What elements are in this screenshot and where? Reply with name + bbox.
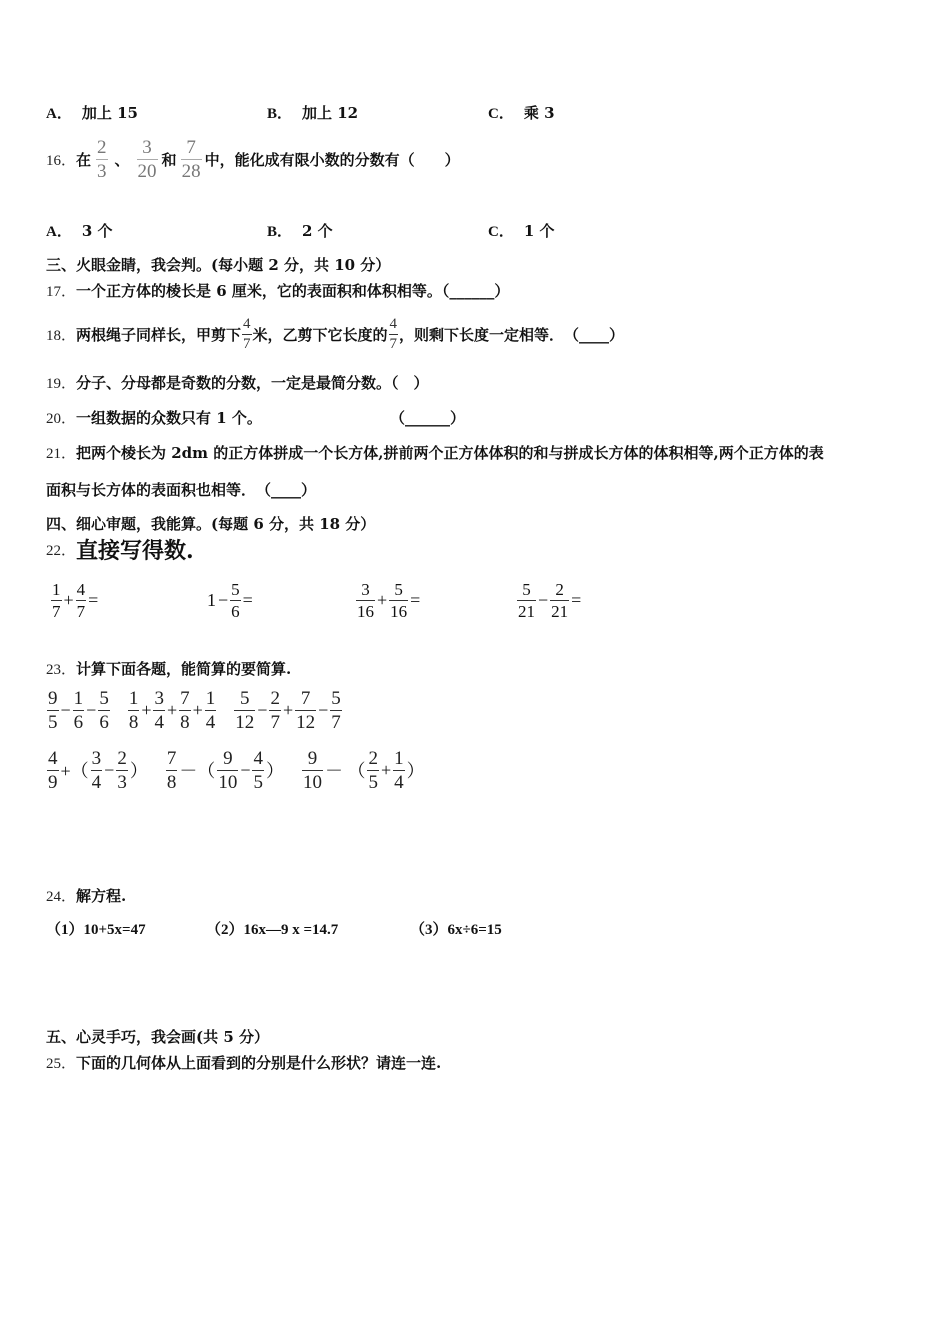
operator: + bbox=[166, 699, 178, 720]
operator: + bbox=[141, 699, 152, 720]
question-25: 25．下面的几何体从上面看到的分别是什么形状？请连一连. bbox=[46, 1054, 442, 1072]
operator: ） bbox=[265, 761, 284, 781]
fraction: $\frac{4}{9}$ bbox=[48, 747, 58, 793]
fraction: $\frac{1}{4}$ bbox=[394, 747, 404, 793]
operator: －（ bbox=[179, 761, 216, 781]
q22-expression-1: $\frac{1}{7}$ + $\frac{4}{7}$ = bbox=[52, 579, 99, 621]
fraction: $\frac{1}{6}$ bbox=[73, 687, 84, 733]
fraction: $\frac{2}{3}$ bbox=[97, 136, 107, 182]
question-21-line-2: 面积与长方体的表面积也相等． （____） bbox=[46, 481, 317, 499]
fraction: $\frac{3}{4}$ bbox=[154, 687, 164, 733]
question-19: 19．分子、分母都是奇数的分数，一定是最简分数。（ ） bbox=[46, 374, 429, 392]
fraction: $\frac{9}{5}$ bbox=[48, 687, 58, 733]
fraction: $\frac{7}{8}$ bbox=[166, 747, 177, 793]
fraction: $\frac{9}{10}$ bbox=[302, 747, 322, 793]
operator: − bbox=[60, 699, 71, 720]
fraction: $\frac{7}{28}$ bbox=[181, 136, 201, 182]
q16-option-c: C． 1 个 bbox=[488, 222, 555, 240]
operator: − bbox=[257, 699, 268, 720]
fraction: $\frac{3}{20}$ bbox=[137, 136, 157, 182]
operator: +（ bbox=[60, 761, 89, 781]
q15-option-c: C． 乘 3 bbox=[488, 104, 555, 122]
operator: + bbox=[192, 699, 203, 720]
operator: − bbox=[240, 759, 251, 780]
operator: − bbox=[104, 759, 115, 780]
q20-answer-blank: （______） bbox=[390, 409, 466, 427]
fraction: $\frac{4}{7}$ bbox=[243, 315, 251, 352]
question-22-heading: 22． 直接写得数. bbox=[46, 537, 194, 564]
fraction: $\frac{1}{8}$ bbox=[128, 687, 139, 733]
question-23-heading: 23．计算下面各题，能简算的要简算. bbox=[46, 660, 292, 678]
equation-1: （1）10+5x=47 bbox=[46, 922, 146, 938]
question-21-line-1: 21．把两个棱长为 2dm 的正方体拼成一个长方体,拼前两个正方体体积的和与拼成长方体的体积相等,两个正方体的表 bbox=[46, 444, 824, 462]
question-24-heading: 24．解方程. bbox=[46, 887, 127, 905]
fraction: $\frac{3}{4}$ bbox=[91, 747, 102, 793]
q15-option-b: B． 加上 12 bbox=[267, 104, 359, 122]
question-18: 18． 两根绳子同样长，甲剪下 $\frac{4}{7}$ 米，乙剪下它长度的 $\frac{4}{7}$ ，则剩下长度一定相等． （____） bbox=[46, 315, 625, 352]
operator: + bbox=[282, 699, 294, 720]
q23-row-2 bbox=[46, 746, 426, 794]
equation-2: （2）16x—9 x =14.7 bbox=[206, 922, 339, 938]
operator: ） bbox=[129, 761, 148, 781]
q22-expression-3: $\frac{3}{16}$ + $\frac{5}{16}$ = bbox=[357, 579, 421, 621]
q15-option-a: A． 加上 15 bbox=[46, 104, 138, 122]
question-20: 20．一组数据的众数只有 1 个。 bbox=[46, 409, 262, 427]
operator: − bbox=[318, 699, 329, 720]
section-4-title: 四、细心审题，我能算。(每题 6 分，共 18 分） bbox=[46, 515, 376, 533]
section-3-title: 三、火眼金睛，我会判。(每小题 2 分，共 10 分） bbox=[46, 256, 391, 274]
fraction: $\frac{7}{8}$ bbox=[180, 687, 190, 733]
fraction: $\frac{2}{3}$ bbox=[117, 747, 127, 793]
question-16: 16． 在 $\frac{2}{3}$ 、 $\frac{3}{20}$ 和 $\frac{7}{28}$ 中，能化成有限小数的分数有（ ） bbox=[46, 136, 460, 182]
q16-option-a: A． 3 个 bbox=[46, 222, 113, 240]
operator: + bbox=[380, 759, 392, 780]
fraction: $\frac{2}{5}$ bbox=[368, 747, 378, 793]
fraction: $\frac{5}{12}$ bbox=[235, 687, 255, 733]
section-5-title: 五、心灵手巧，我会画(共 5 分） bbox=[46, 1028, 269, 1046]
operator: − bbox=[86, 699, 97, 720]
fraction: $\frac{2}{7}$ bbox=[270, 687, 280, 733]
operator: － （ bbox=[324, 761, 366, 781]
q23-row-1 bbox=[46, 686, 343, 734]
fraction: $\frac{5}{7}$ bbox=[331, 687, 341, 733]
fraction: $\frac{5}{6}$ bbox=[99, 687, 109, 733]
question-17: 17．一个正方体的棱长是 6 厘米，它的表面积和体积相等。（______） bbox=[46, 282, 510, 300]
fraction: $\frac{7}{12}$ bbox=[296, 687, 316, 733]
fraction: $\frac{4}{5}$ bbox=[253, 747, 263, 793]
fraction: $\frac{4}{7}$ bbox=[389, 315, 398, 352]
operator: ） bbox=[406, 761, 425, 781]
fraction: $\frac{1}{4}$ bbox=[205, 687, 216, 733]
equation-3: （3）6x÷6=15 bbox=[410, 922, 502, 938]
q22-expression-2: 1 − $\frac{5}{6}$ = bbox=[207, 579, 253, 621]
q16-option-b: B． 2 个 bbox=[267, 222, 333, 240]
fraction: $\frac{9}{10}$ bbox=[218, 747, 238, 793]
q22-expression-4: $\frac{5}{21}$ − $\frac{2}{21}$ = bbox=[518, 579, 582, 621]
